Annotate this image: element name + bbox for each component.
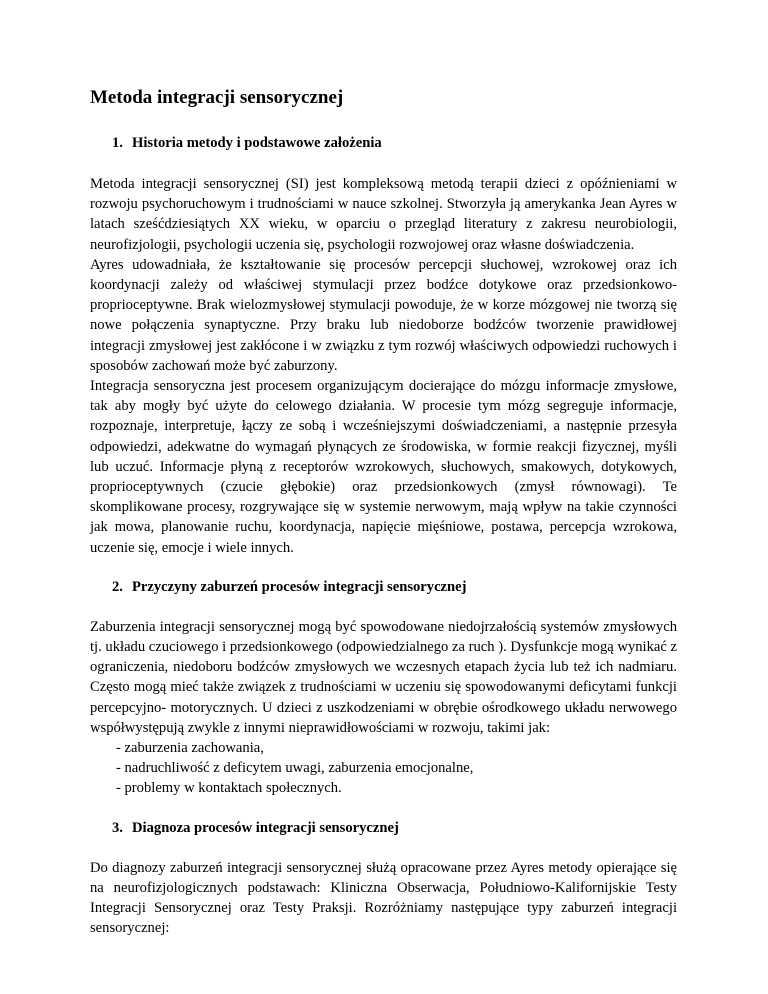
section-number: 3. [112,819,123,836]
list-item: - problemy w kontaktach społecznych. [116,780,342,797]
section-title: Przyczyny zaburzeń procesów integracji sensorycznej [132,578,467,595]
paragraph: Do diagnozy zaburzeń integracji sensorycznej służą opracowane przez Ayres metody opierające się na neurofizjologicznych podstawach: Kliniczna Obserwacja, Południowo-Kalifornijskie Testy Integracji Sensorycznej oraz Testy Praksji. Rozróżniamy następujące typy zaburzeń integracji sensorycznej: [90,859,677,937]
section-heading-3 [112,819,677,837]
paragraph: Zaburzenia integracji sensorycznej mogą być spowodowane niedojrzałością systemów zmysłowych tj. układu czuciowego i przedsionkowego (odpowiedzialnego za ruch ). Dysfunkcje mogą wynikać z ograniczenia, niedoboru bodźców zmysłowych we wczesnych etapach życia lub też ich nadmiaru. Często mogą mieć także związek z trudnościami w uczeniu się spowodowanymi deficytami funkcji percepcyjno- motorycznych. U dzieci z uszkodzeniami w obrębie ośrodkowego układu nerwowego współwystępują zwykle z innymi nieprawidłowościami w rozwoju, takimi jak: [90,618,677,736]
list-item: - zaburzenia zachowania, [116,740,264,757]
bullet-list [116,738,677,799]
section-number: 1. [112,135,123,151]
document-body [90,87,677,939]
paragraph: Integracja sensoryczna jest procesem organizującym docierające do mózgu informacje zmysłowe, tak aby mogły być użyte do celowego działania. W procesie tym mózg segreguje informacje, rozpoznaje, interpretuje, łączy ze sobą i wcześniejszymi doświadczeniami, a następnie przesyła odpowiedzi, adekwatne do wymagań płynących ze środowiska, w formie reakcji fizycznej, myśli lub uczuć. Informacje płyną z receptorów wzrokowych, słuchowych, smakowych, dotykowych, proprioceptywnych (czucie głębokie) oraz przedsionkowych (zmysł równowagi). Te skomplikowane procesy, rozgrywające się w systemie nerwowym, mają wpływ na takie czynności jak mowa, planowanie ruchu, koordynacja, napięcie mięśniowe, postawa, percepcja wzrokowa, uczenie się, emocje i wiele innych. [90,378,677,556]
document-title: Metoda integracji sensorycznej [90,87,344,108]
section-title: Diagnoza procesów integracji sensorycznej [132,819,399,836]
section-title: Historia metody i podstawowe założenia [132,135,382,151]
section-number: 2. [112,578,123,595]
paragraph: Metoda integracji sensorycznej (SI) jest kompleksową metodą terapii dzieci z opóźnieniami w rozwoju psychoruchowym i trudnościami w nauce szkolnej. Stworzyła ją amerykanka Jean Ayres w latach sześćdziesiątych XX wieku, w oparciu o przegląd literatury z zakresu neurobiologii, neurofizjologii, psychologii uczenia się, psychologii rozwojowej oraz własne doświadczenia. [90,176,677,253]
paragraph: Ayres udowadniała, że kształtowanie się procesów percepcji słuchowej, wzrokowej oraz ich koordynacji zależy od właściwej stymulacji przez bodźce dotykowe oraz przedsionkowo-proprioceptywne. Brak wielozmysłowej stymulacji powoduje, że w korze mózgowej nie tworzą się nowe połączenia synaptyczne. Przy braku lub niedoborze bodźców tworzenie prawidłowej integracji zmysłowej jest zakłócone i w związku z tym rozwój właściwych odpowiedzi ruchowych i sposobów zachowań może być zaburzony. [90,256,677,374]
list-item: - nadruchliwość z deficytem uwagi, zaburzenia emocjonalne, [116,760,474,777]
section-heading-1 [112,134,677,152]
section-heading-2 [112,578,677,596]
